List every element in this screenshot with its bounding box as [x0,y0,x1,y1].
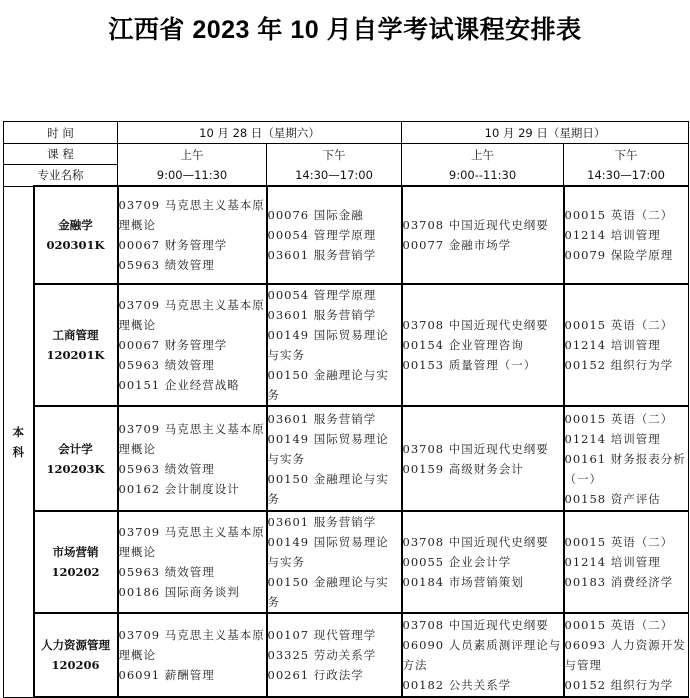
sat-pm-courses [267,613,402,697]
sun-pm-courses [564,613,689,697]
course-item: 00054 管理学原理 [267,228,377,242]
sat-pm-courses [267,284,402,406]
sat-am-courses [118,511,267,613]
course-item: 00150 金融理论与实务 [267,471,389,506]
course-item: 03601 服务营销学 [267,308,377,322]
sun-am-courses [402,186,564,284]
sun-pm-courses [564,406,689,511]
major-name: 人力资源管理 [41,638,110,652]
course-item: 00149 国际贸易理论与实务 [267,535,389,569]
sun-am-courses [402,406,564,511]
major-name: 金融学 [58,218,93,232]
course-item: 01214 培训管理 [564,338,661,352]
course-item: 01214 培训管理 [564,228,661,242]
course-item: 00067 财务管理学 [118,238,228,252]
header-row-time [4,122,689,144]
major-code: 120206 [51,658,100,672]
day-1-am-period: 上午 [180,147,204,162]
day-2-am-header [402,144,564,187]
level-char: 科 [12,444,24,459]
table-row [4,186,689,284]
exam-schedule-table [3,121,689,698]
course-item: 03601 服务营销学 [267,411,377,426]
course-item: 00067 财务管理学 [118,338,228,352]
sun-am-courses [402,511,564,613]
course-item: 00150 金融理论与实务 [267,575,389,609]
course-item: 03709 马克思主义基本原理概论 [118,198,265,232]
time-label: 时 间 [4,122,118,144]
sun-pm-courses [564,511,689,613]
course-item: 00158 资产评估 [564,491,661,506]
course-item: 00152 组织行为学 [564,358,674,372]
course-item: 05963 绩效管理 [118,358,215,372]
course-item: 03709 马克思主义基本原理概论 [118,298,265,332]
day-1-date: 10 月 28 日（星期六） [118,122,402,144]
course-label: 课 程 [4,144,118,165]
level-char: 本 [12,424,24,439]
day-2-pm-time: 14:30—17:00 [587,167,665,182]
course-item: 03708 中国近现代史纲要 [402,618,549,632]
sat-pm-courses [267,186,402,284]
course-item: 03708 中国近现代史纲要 [402,218,549,232]
major-label: 专业名称 [4,165,118,187]
course-item: 00076 国际金融 [267,208,364,222]
day-2-am-time: 9:00--11:30 [448,167,517,182]
day-1-pm-period: 下午 [322,147,346,162]
page-title: 江西省 2023 年 10 月自学考试课程安排表 [108,16,582,44]
course-item: 03708 中国近现代史纲要 [402,318,549,332]
course-item: 05963 绩效管理 [118,258,215,272]
course-item: 00161 财务报表分析（一） [564,451,686,486]
major-cell [34,406,118,511]
course-item: 00154 企业管理咨询 [402,338,524,352]
course-item: 05963 绩效管理 [118,461,215,476]
course-item: 00055 企业会计学 [402,555,512,569]
day-1-am-time: 9:00—11:30 [156,167,228,182]
course-item: 00150 金融理论与实务 [267,368,389,402]
major-code: 020301K [46,238,105,252]
day-1-pm-time: 14:30—17:00 [295,167,373,182]
course-item: 03709 马克思主义基本原理概论 [118,628,265,662]
major-code: 120203K [46,461,105,476]
course-item: 00149 国际贸易理论与实务 [267,431,389,466]
course-item: 00159 高级财务会计 [402,461,524,476]
course-item: 03709 马克思主义基本原理概论 [118,525,265,559]
sun-pm-courses [564,186,689,284]
course-item: 03601 服务营销学 [267,248,377,262]
course-item: 05963 绩效管理 [118,565,215,579]
course-item: 03709 马克思主义基本原理概论 [118,421,265,456]
course-item: 00261 行政法学 [267,668,364,682]
table-row [4,613,689,697]
sat-am-courses [118,284,267,406]
course-item: 00107 现代管理学 [267,628,377,642]
sat-pm-courses [267,511,402,613]
course-item: 03708 中国近现代史纲要 [402,535,549,549]
course-item: 00151 企业经营战略 [118,378,240,392]
sat-am-courses [118,406,267,511]
course-item: 00015 英语（二） [564,318,674,332]
day-1-pm-header [267,144,402,187]
day-1-am-header [118,144,267,187]
course-item: 00079 保险学原理 [564,248,674,262]
sat-am-courses [118,613,267,697]
day-2-date: 10 月 29 日（星期日） [402,122,689,144]
course-item: 03325 劳动关系学 [267,648,377,662]
course-item: 00015 英语（二） [564,535,674,549]
major-name: 工商管理 [52,328,99,342]
sun-pm-courses [564,284,689,406]
major-name: 会计学 [58,441,93,456]
level-cell [4,186,34,697]
course-item: 01214 培训管理 [564,555,661,569]
course-item: 00077 金融市场学 [402,238,512,252]
sat-pm-courses [267,406,402,511]
course-item: 06091 薪酬管理 [118,668,215,682]
course-item: 00184 市场营销策划 [402,575,524,589]
table-row [4,284,689,406]
course-item: 00015 英语（二） [564,411,674,426]
course-item: 00162 会计制度设计 [118,481,240,496]
course-item: 03601 服务营销学 [267,515,377,529]
day-2-pm-header [564,144,689,187]
day-2-pm-period: 下午 [614,147,638,162]
major-cell [34,284,118,406]
major-cell [34,511,118,613]
major-cell [34,186,118,284]
course-item: 00186 国际商务谈判 [118,585,240,599]
course-item: 00015 英语（二） [564,618,674,632]
header-row-course [4,144,689,165]
course-item: 00015 英语（二） [564,208,674,222]
course-item: 00152 组织行为学 [564,678,674,692]
sun-am-courses [402,284,564,406]
major-cell [34,613,118,697]
course-item: 01214 培训管理 [564,431,661,446]
sat-am-courses [118,186,267,284]
major-code: 120202 [51,565,100,579]
course-item: 00183 消费经济学 [564,575,674,589]
table-row [4,406,689,511]
day-2-am-period: 上午 [471,147,495,162]
table-row [4,511,689,613]
major-code: 120201K [46,348,105,362]
course-item: 00153 质量管理（一） [402,358,537,372]
course-item: 00054 管理学原理 [267,288,377,302]
course-item: 00149 国际贸易理论与实务 [267,328,389,362]
course-item: 00182 公共关系学 [402,678,512,692]
major-name: 市场营销 [52,545,99,559]
course-item: 03708 中国近现代史纲要 [402,441,549,456]
sun-am-courses [402,613,564,697]
course-item: 06090 人员素质测评理论与方法 [402,638,562,672]
course-item: 06093 人力资源开发与管理 [564,638,686,672]
